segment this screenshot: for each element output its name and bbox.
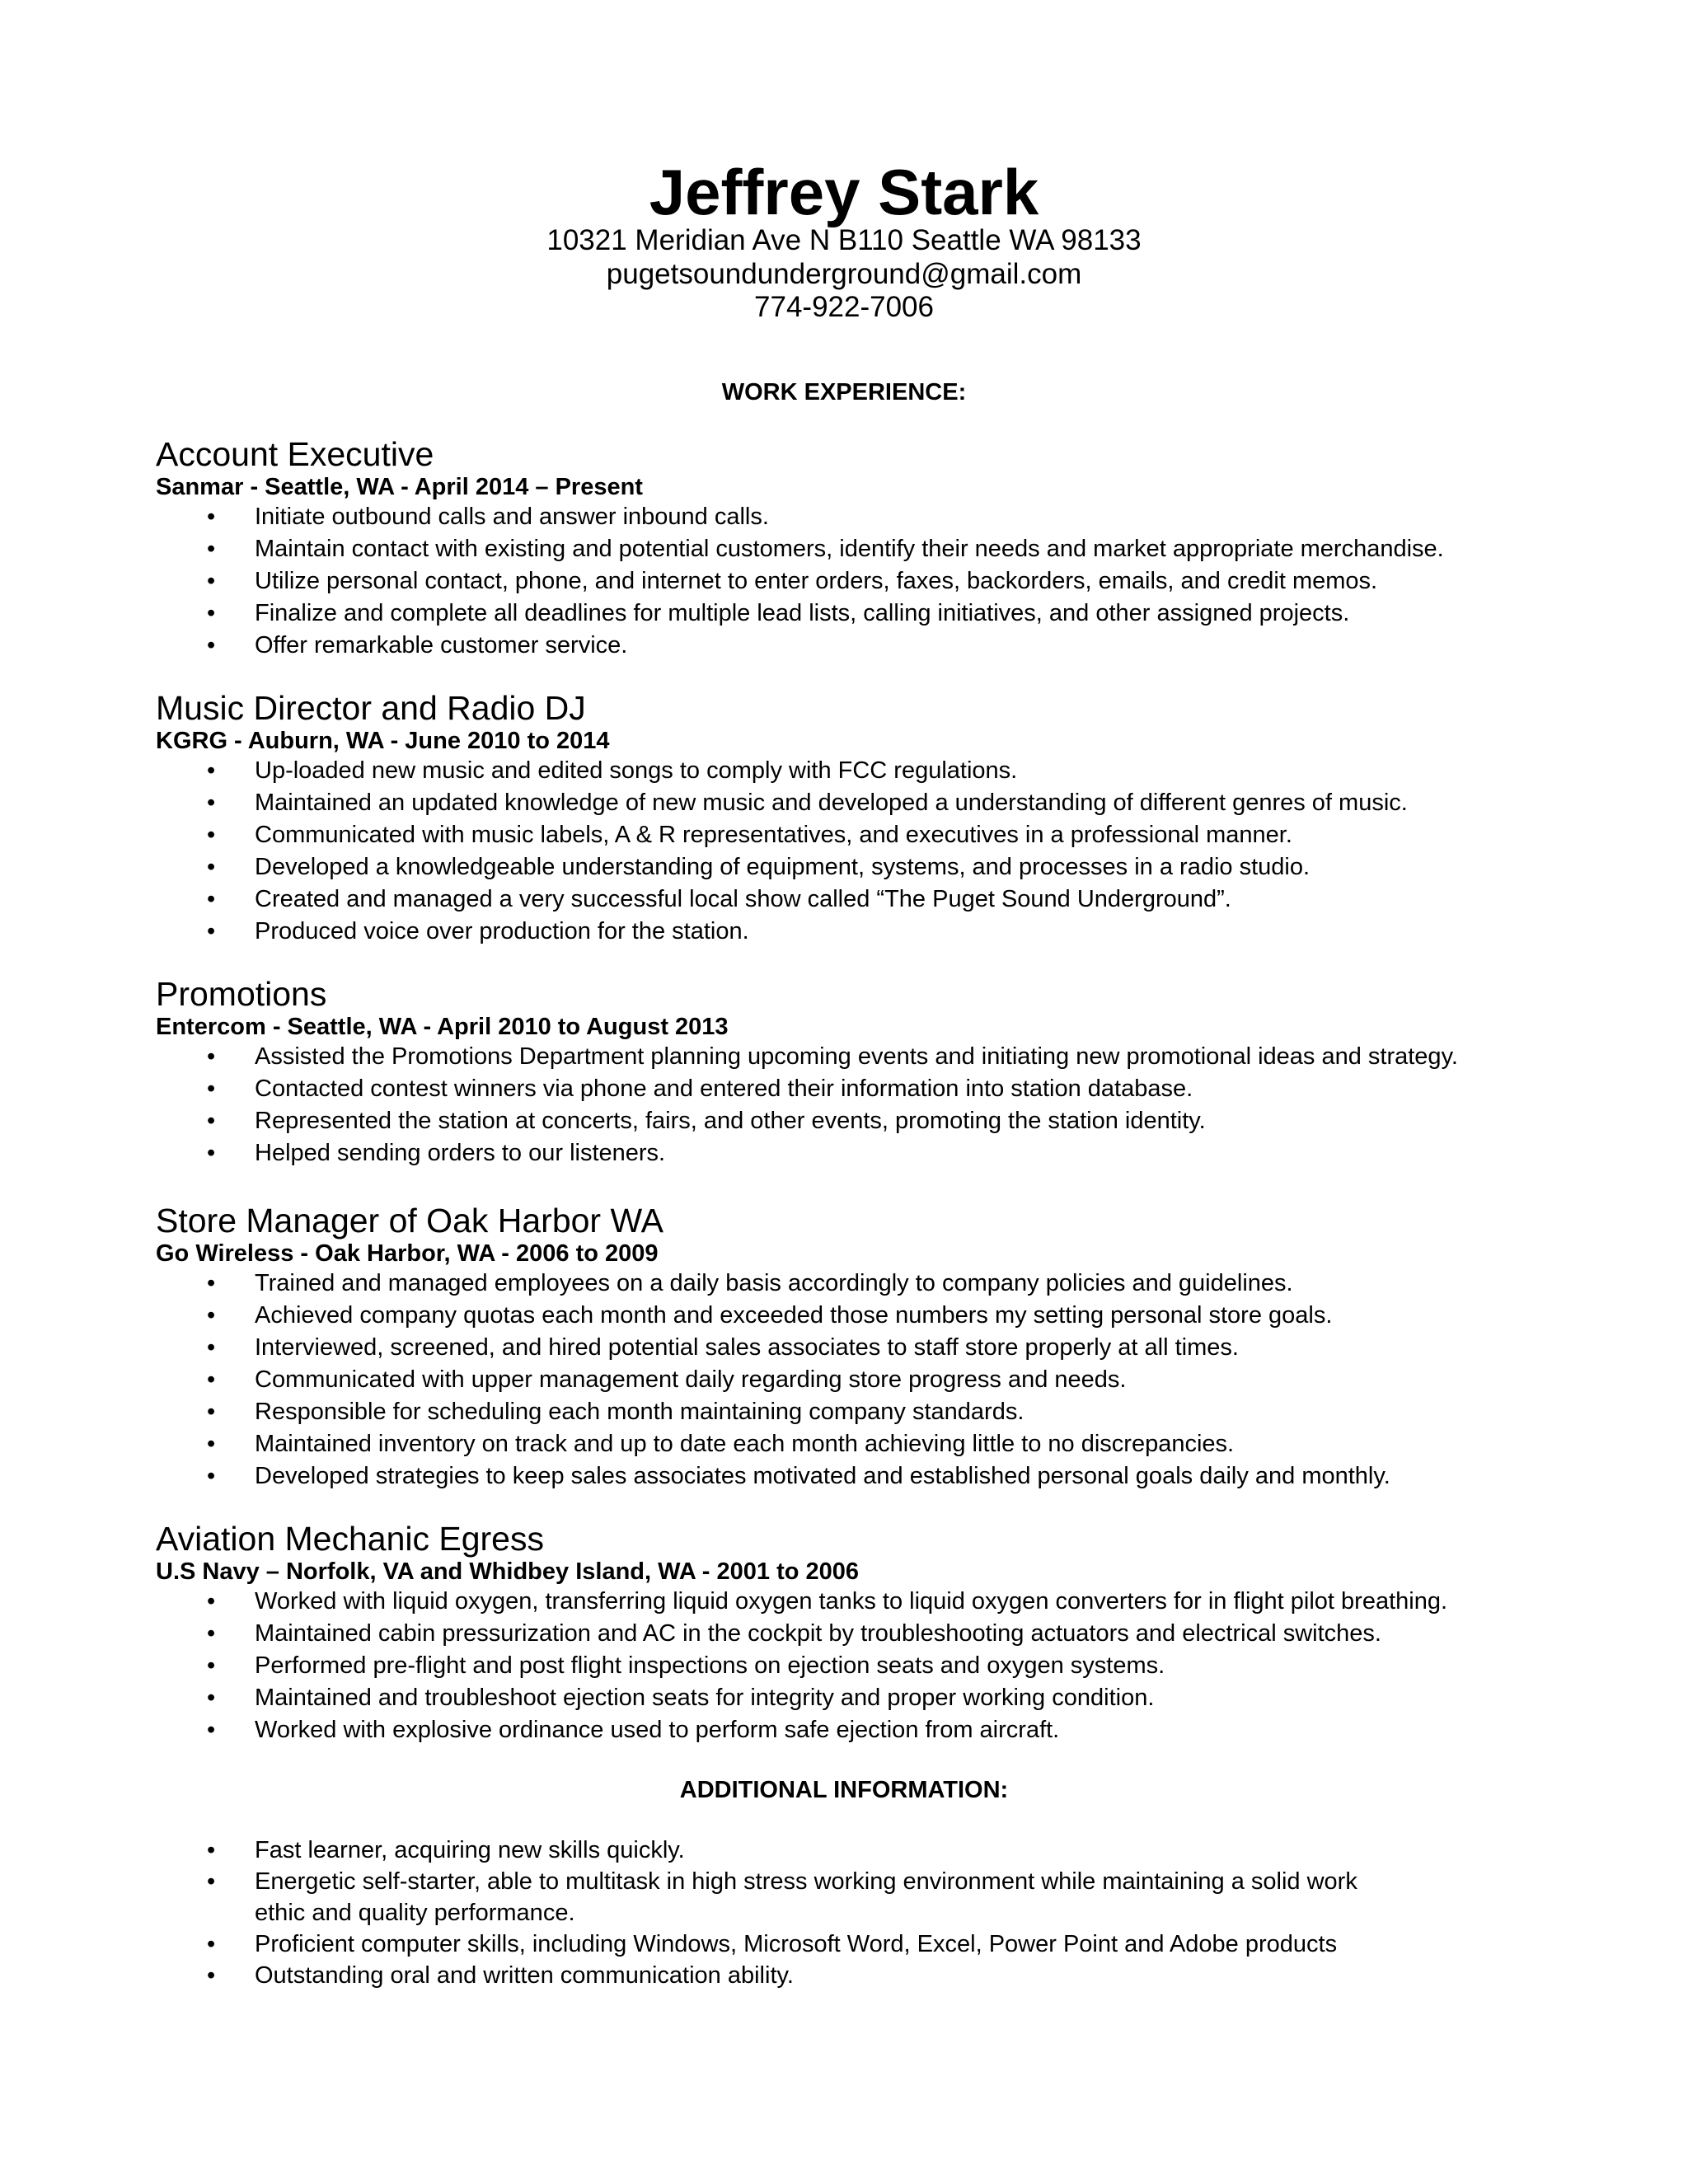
list-item xyxy=(156,1929,1409,1960)
list-item-text: Performed pre-flight and post flight inspections on ejection seats and oxygen systems. xyxy=(255,1652,1165,1679)
list-item-text: Maintained an updated knowledge of new music and developed a understanding of different genres of music. xyxy=(255,790,1408,816)
bullet-icon: • xyxy=(207,822,216,848)
bullet-icon: • xyxy=(207,1463,216,1489)
job-entry xyxy=(156,975,1557,1169)
bullet-icon: • xyxy=(207,886,216,912)
list-item xyxy=(156,883,1557,916)
list-item-text: Offer remarkable customer service. xyxy=(255,632,628,658)
list-item xyxy=(156,1586,1557,1618)
list-item-text: Produced voice over production for the station. xyxy=(255,918,749,944)
bullet-icon: • xyxy=(207,1717,216,1743)
list-item-text: Communicated with music labels, A & R representatives, and executives in a professional manner. xyxy=(255,822,1292,848)
job-employer: Go Wireless - Oak Harbor, WA - 2006 to 2009 xyxy=(156,1240,659,1267)
bullet-icon: • xyxy=(207,1431,216,1457)
bullet-icon: • xyxy=(207,757,216,784)
list-item xyxy=(156,1714,1557,1746)
list-item-text: Assisted the Promotions Department planning upcoming events and initiating new promotional ideas and strategy. xyxy=(255,1043,1458,1070)
list-item-text: Contacted contest winners via phone and entered their information into station database. xyxy=(255,1076,1193,1102)
additional-information-heading: ADDITIONAL INFORMATION: xyxy=(679,1777,1009,1803)
list-item-text: Developed a knowledgeable understanding of equipment, systems, and processes in a radio studio. xyxy=(255,854,1311,880)
bullet-icon: • xyxy=(207,1334,216,1361)
list-item xyxy=(156,1105,1557,1137)
job-title: Promotions xyxy=(156,975,327,1013)
list-item-text: Interviewed, screened, and hired potential sales associates to staff store properly at all times. xyxy=(255,1334,1239,1361)
list-item-text: Maintained and troubleshoot ejection seats for integrity and proper working condition. xyxy=(255,1685,1155,1711)
list-item xyxy=(156,1137,1557,1169)
job-entry xyxy=(156,1520,1557,1746)
list-item-text: Maintained cabin pressurization and AC in the cockpit by troubleshooting actuators and electrical switches. xyxy=(255,1620,1381,1647)
list-item xyxy=(156,1866,1409,1929)
list-item-text: Represented the station at concerts, fairs, and other events, promoting the station identity. xyxy=(255,1108,1206,1134)
job-employer: KGRG - Auburn, WA - June 2010 to 2014 xyxy=(156,728,610,754)
list-item xyxy=(156,1650,1557,1682)
list-item xyxy=(156,501,1557,533)
bullet-icon: • xyxy=(207,1652,216,1679)
bullet-icon: • xyxy=(207,1366,216,1393)
list-item-text: Trained and managed employees on a daily basis accordingly to company policies and guidelines. xyxy=(255,1270,1293,1296)
job-entry xyxy=(156,435,1557,662)
candidate-name: Jeffrey Stark xyxy=(649,156,1039,228)
list-item xyxy=(156,1960,1409,1991)
list-item xyxy=(156,1300,1557,1332)
list-item-text: Achieved company quotas each month and exceeded those numbers my setting personal store goals. xyxy=(255,1302,1333,1329)
list-item xyxy=(156,1682,1557,1714)
job-entry xyxy=(156,689,1557,948)
list-item-text: Worked with explosive ordinance used to perform safe ejection from aircraft. xyxy=(255,1717,1060,1743)
job-entry xyxy=(156,1202,1557,1493)
list-item xyxy=(156,1835,1409,1866)
bullet-icon: • xyxy=(207,600,216,626)
list-item-text: Created and managed a very successful local show called “The Puget Sound Underground”. xyxy=(255,886,1231,912)
job-duties-list xyxy=(156,1041,1557,1169)
list-item xyxy=(156,598,1557,630)
job-employer: Sanmar - Seattle, WA - April 2014 – Present xyxy=(156,474,643,500)
list-item-text: Proficient computer skills, including Windows, Microsoft Word, Excel, Power Point and Adobe products xyxy=(255,1931,1338,1957)
job-title: Aviation Mechanic Egress xyxy=(156,1520,544,1558)
list-item-text: Outstanding oral and written communication ability. xyxy=(255,1962,794,1989)
bullet-icon: • xyxy=(207,1931,216,1957)
list-item xyxy=(156,1396,1557,1428)
list-item xyxy=(156,1268,1557,1300)
address: 10321 Meridian Ave N B110 Seattle WA 98133 xyxy=(546,224,1142,256)
bullet-icon: • xyxy=(207,1588,216,1615)
list-item-text: Worked with liquid oxygen, transferring liquid oxygen tanks to liquid oxygen converters for in flight pilot breathing. xyxy=(255,1588,1448,1615)
job-title: Music Director and Radio DJ xyxy=(156,689,586,727)
bullet-icon: • xyxy=(207,1302,216,1329)
list-item xyxy=(156,1460,1557,1493)
list-item xyxy=(156,1428,1557,1460)
list-item xyxy=(156,1364,1557,1396)
additional-information xyxy=(156,1835,1409,1991)
list-item-text: Up-loaded new music and edited songs to comply with FCC regulations. xyxy=(255,757,1018,784)
list-item xyxy=(156,1618,1557,1650)
list-item xyxy=(156,630,1557,662)
bullet-icon: • xyxy=(207,632,216,658)
list-item xyxy=(156,1073,1557,1105)
job-title: Account Executive xyxy=(156,435,434,473)
list-item-text: Maintain contact with existing and potential customers, identify their needs and market appropriate merchandise. xyxy=(255,536,1444,562)
bullet-icon: • xyxy=(207,1270,216,1296)
job-title: Store Manager of Oak Harbor WA xyxy=(156,1202,664,1240)
bullet-icon: • xyxy=(207,1620,216,1647)
list-item xyxy=(156,916,1557,948)
job-employer: U.S Navy – Norfolk, VA and Whidbey Island, WA - 2001 to 2006 xyxy=(156,1558,860,1585)
list-item-text: Developed strategies to keep sales associates motivated and established personal goals daily and monthly. xyxy=(255,1463,1390,1489)
bullet-icon: • xyxy=(207,918,216,944)
bullet-icon: • xyxy=(207,1108,216,1134)
bullet-icon: • xyxy=(207,1837,216,1863)
bullet-icon: • xyxy=(207,1868,216,1895)
list-item xyxy=(156,851,1557,883)
bullet-icon: • xyxy=(207,504,216,530)
list-item xyxy=(156,1041,1557,1073)
bullet-icon: • xyxy=(207,568,216,594)
job-employer: Entercom - Seattle, WA - April 2010 to August 2013 xyxy=(156,1014,729,1040)
list-item-text: Responsible for scheduling each month maintaining company standards. xyxy=(255,1399,1025,1425)
list-item xyxy=(156,755,1557,787)
email: pugetsoundunderground@gmail.com xyxy=(606,258,1082,290)
bullet-icon: • xyxy=(207,1399,216,1425)
additional-list xyxy=(156,1835,1409,1991)
bullet-icon: • xyxy=(207,1076,216,1102)
list-item-text: Utilize personal contact, phone, and internet to enter orders, faxes, backorders, emails, and credit memos. xyxy=(255,568,1378,594)
bullet-icon: • xyxy=(207,1043,216,1070)
list-item-text: Finalize and complete all deadlines for multiple lead lists, calling initiatives, and other assigned projects. xyxy=(255,600,1350,626)
bullet-icon: • xyxy=(207,536,216,562)
list-item xyxy=(156,565,1557,598)
list-item xyxy=(156,533,1557,565)
bullet-icon: • xyxy=(207,1140,216,1166)
work-experience-heading: WORK EXPERIENCE: xyxy=(721,379,967,405)
list-item xyxy=(156,1332,1557,1364)
list-item-text: Energetic self-starter, able to multitask in high stress working environment while maintaining a solid work ethic and quality performance. xyxy=(255,1868,1357,1926)
list-item-text: Initiate outbound calls and answer inbound calls. xyxy=(255,504,769,530)
bullet-icon: • xyxy=(207,854,216,880)
job-duties-list xyxy=(156,1268,1557,1493)
bullet-icon: • xyxy=(207,1685,216,1711)
bullet-icon: • xyxy=(207,790,216,816)
list-item-text: Communicated with upper management daily regarding store progress and needs. xyxy=(255,1366,1127,1393)
list-item-text: Helped sending orders to our listeners. xyxy=(255,1140,666,1166)
job-duties-list xyxy=(156,501,1557,662)
job-duties-list xyxy=(156,1586,1557,1746)
list-item-text: Fast learner, acquiring new skills quickly. xyxy=(255,1837,685,1863)
list-item xyxy=(156,787,1557,819)
list-item xyxy=(156,819,1557,851)
job-duties-list xyxy=(156,755,1557,948)
list-item-text: Maintained inventory on track and up to date each month achieving little to no discrepancies. xyxy=(255,1431,1235,1457)
phone-number: 774-922-7006 xyxy=(754,291,934,323)
bullet-icon: • xyxy=(207,1962,216,1989)
